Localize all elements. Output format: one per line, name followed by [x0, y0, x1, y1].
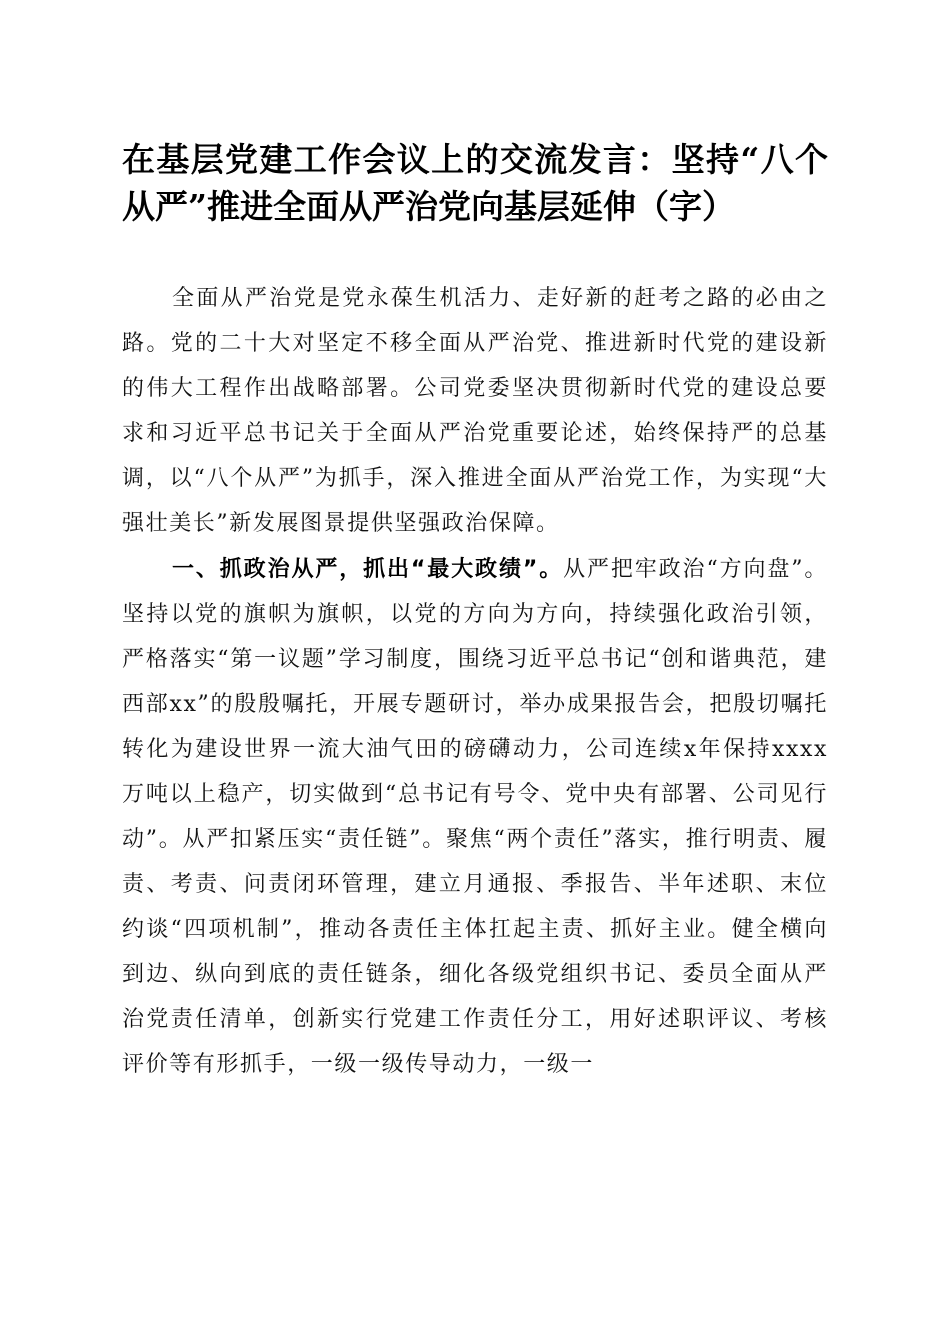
- intro-paragraph: [122, 276, 828, 546]
- document-title: 在基层党建工作会议上的交流发言：坚持“八个从严”推进全面从严治党向基层延伸（字）: [122, 140, 828, 226]
- document-body: [122, 276, 828, 1087]
- paragraph-text: 从严把牢政治“方向盘”。坚持以党的旗帜为旗帜，以党的方向为方向，持续强化政治引领，严格落实“第一议题”学习制度，围绕习近平总书记“创和谐典范，建西部xx”的殷殷嘱托，开展专题研讨，举办成果报告会，把殷切嘱托转化为建设世界一流大油气田的磅礴动力，公司连续x年保持xxxx万吨以上稳产，切实做到“总书记有号令、党中央有部署、公司见行动”。从严扣紧压实“责任链”。聚焦“两个责任”落实，推行明责、履责、考责、问责闭环管理，建立月通报、季报告、半年述职、末位约谈“四项机制”，推动各责任主体扛起主责、抓好主业。健全横向到边、纵向到底的责任链条，细化各级党组织书记、委员全面从严治党责任清单，创新实行党建工作责任分工，用好述职评议、考核评价等有形抓手，一级一级传导动力，一级一: [122, 557, 828, 1077]
- section-paragraph: [122, 547, 828, 1087]
- section-heading: 一、抓政治从严，抓出“最大政绩”。: [172, 557, 564, 582]
- paragraph-text: 全面从严治党是党永葆生机活力、走好新的赶考之路的必由之路。党的二十大对坚定不移全面从严治党、推进新时代党的建设新的伟大工程作出战略部署。公司党委坚决贯彻新时代党的建设总要求和习近平总书记关于全面从严治党重要论述，始终保持严的总基调，以“八个从严”为抓手，深入推进全面从严治党工作，为实现“大强壮美长”新发展图景提供坚强政治保障。: [122, 286, 828, 536]
